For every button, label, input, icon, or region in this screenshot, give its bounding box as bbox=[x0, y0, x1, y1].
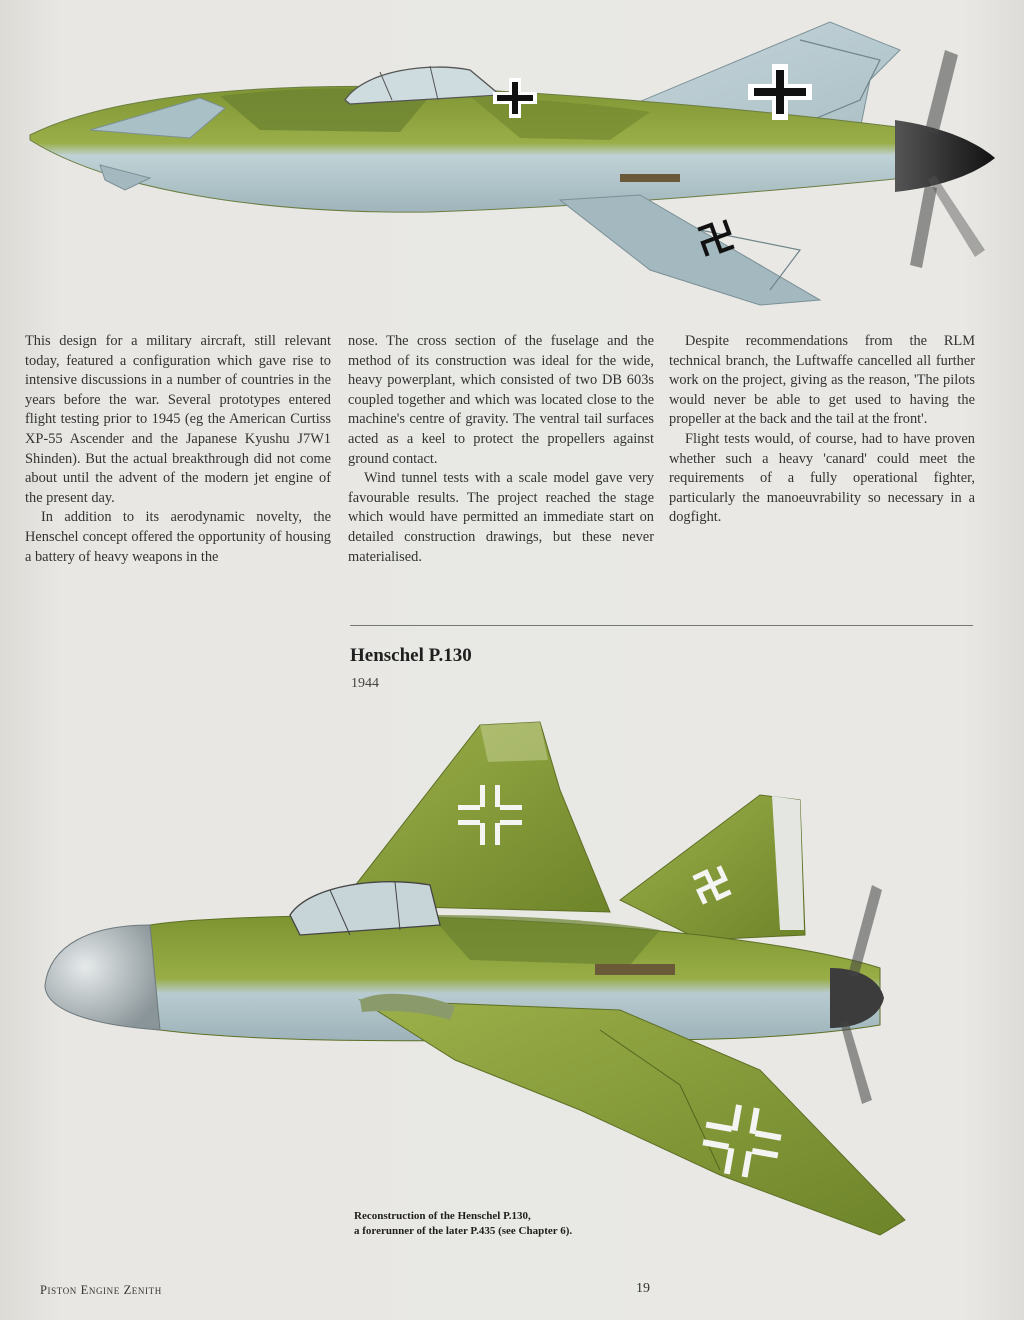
text-column-3 bbox=[669, 332, 975, 528]
caption-line: a forerunner of the later P.435 (see Chapter 6). bbox=[354, 1225, 573, 1237]
figure-caption bbox=[354, 1209, 674, 1239]
text-column-1 bbox=[25, 332, 331, 567]
paragraph: In addition to its aerodynamic novelty, the Henschel concept offered the opportunity of housing a battery of heavy weapons in the bbox=[25, 509, 331, 565]
paragraph: Despite recommendations from the RLM technical branch, the Luftwaffe cancelled all further work on the project, giving as the reason, 'The pilots would never be able to get used to having the propeller at the back and the tail at the front'. bbox=[669, 333, 975, 428]
text-column-2 bbox=[348, 332, 654, 567]
henschel-p130-illustration bbox=[0, 700, 1024, 1260]
section-year: 1944 bbox=[351, 676, 379, 691]
caption-line: Reconstruction of the Henschel P.130, bbox=[354, 1210, 531, 1222]
paragraph: nose. The cross section of the fuselage and the method of its construction was ideal for the wide, heavy powerplant, which consisted of two DB 603s coupled together and which was located close to the machine's centre of gravity. The ventral tail surfaces acted as a keel to protect the propellers against ground contact. bbox=[348, 333, 654, 467]
running-footer-title: Piston Engine Zenith bbox=[40, 1283, 162, 1297]
paragraph: Flight tests would, of course, had to have proven whether such a heavy 'canard' could meet the requirements of a fully operational fighter, particularly the manoeuvrability so necessary in a dogfight. bbox=[669, 430, 975, 526]
page-number: 19 bbox=[636, 1281, 650, 1296]
section-title: Henschel P.130 bbox=[350, 645, 472, 666]
paragraph: This design for a military aircraft, still relevant today, featured a configuration which gave rise to intensive discussions in a number of countries in the years before the war. Several prototypes entered flight testing prior to 1945 (eg the American Curtiss XP-55 Ascender and the Japanese Kyushu J7W1 Shinden). But the actual breakthrough did not come about until the advent of the modern jet engine of the present day. bbox=[25, 333, 331, 506]
paragraph: Wind tunnel tests with a scale model gave very favourable results. The project reached the stage which would have permitted an immediate start on detailed construction drawings, but these never materialised. bbox=[348, 470, 654, 565]
section-divider bbox=[350, 625, 973, 626]
canard-aircraft-illustration bbox=[0, 0, 1024, 320]
